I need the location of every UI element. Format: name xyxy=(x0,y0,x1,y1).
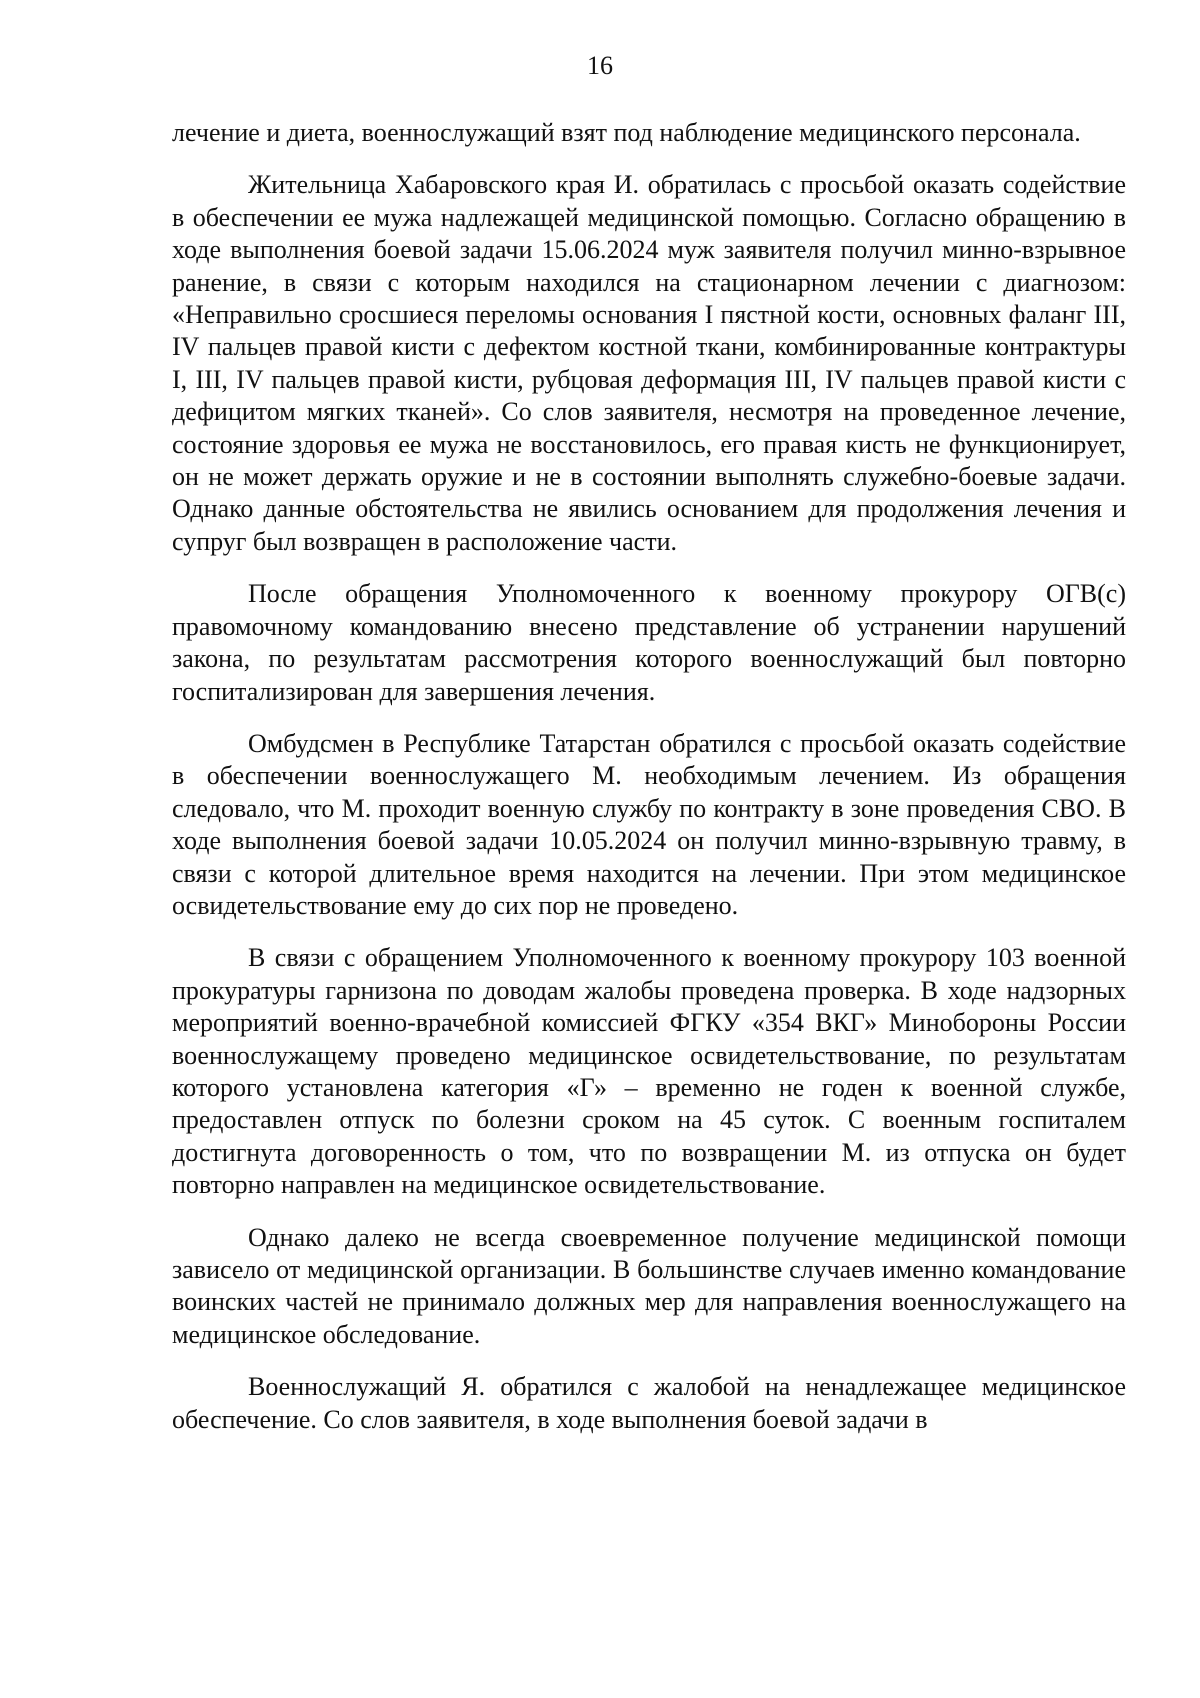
paragraph-prosecutor-action: После обращения Уполномоченного к военному прокурору ОГВ(с) правомочному командованию внесено представление об устранении нарушений закона, по результатам рассмотрения которого военнослужащий был повторно госпитализирован для завершения лечения. xyxy=(172,579,1126,706)
paragraph-khabarovsk-case: Жительница Хабаровского края И. обратилась с просьбой оказать содействие в обеспечении ее мужа надлежащей медицинской помощью. Согласно обращению в ходе выполнения боевой задачи 15.06.2024 муж заявителя получил минно-взрывное ранение, в связи с которым находился на стационарном лечении с диагнозом: «Неправильно сросшиеся переломы основания I пястной кости, основных фаланг III, IV пальцев правой кисти с дефектом костной ткани, комбинированные контрактуры I, III, IV пальцев правой кисти, рубцовая деформация III, IV пальцев правой кисти с дефицитом мягких тканей». Со слов заявителя, несмотря на проведенное лечение, состояние здоровья ее мужа не восстановилось, его правая кисть не функционирует, он не может держать оружие и не в состоянии выполнять служебно-боевые задачи. Однако данные обстоятельства не явились основанием для продолжения лечения и супруг был возвращен в расположение части. xyxy=(172,170,1126,556)
paragraph-tatarstan-case: Омбудсмен в Республике Татарстан обратился с просьбой оказать содействие в обеспечении военнослужащего М. необходимым лечением. Из обращения следовало, что М. проходит военную службу по контракту в зоне проведения СВО. В ходе выполнения боевой задачи 10.05.2024 он получил минно-взрывную травму, в связи с которой длительное время находится на лечении. При этом медицинское освидетельствование ему до сих пор не проведено. xyxy=(172,728,1126,920)
page-number: 16 xyxy=(587,51,613,80)
paragraph-garrison-prosecutor: В связи с обращением Уполномоченного к военному прокурору 103 военной прокуратуры гарнизона по доводам жалобы проведена проверка. В ходе надзорных мероприятий военно-врачебной комиссией ФГКУ «354 ВКГ» Минобороны России военнослужащему проведено медицинское освидетельствование, по результатам которого установлена категория «Г» – временно не годен к военной службе, предоставлен отпуск по болезни сроком на 45 суток. С военным госпиталем достигнута договоренность о том, что по возвращении М. из отпуска он будет повторно направлен на медицинское освидетельствование. xyxy=(172,943,1126,1200)
body-text xyxy=(172,117,1126,1456)
paragraph-serviceman-ya-case: Военнослужащий Я. обратился с жалобой на ненадлежащее медицинское обеспечение. Со слов заявителя, в ходе выполнения боевой задачи в xyxy=(172,1372,1126,1434)
paragraph-continuation: лечение и диета, военнослужащий взят под наблюдение медицинского персонала. xyxy=(172,118,1081,147)
paragraph-command-responsibility: Однако далеко не всегда своевременное получение медицинской помощи зависело от медицинской организации. В большинстве случаев именно командование воинских частей не принимало должных мер для направления военнослужащего на медицинское обследование. xyxy=(172,1222,1126,1349)
